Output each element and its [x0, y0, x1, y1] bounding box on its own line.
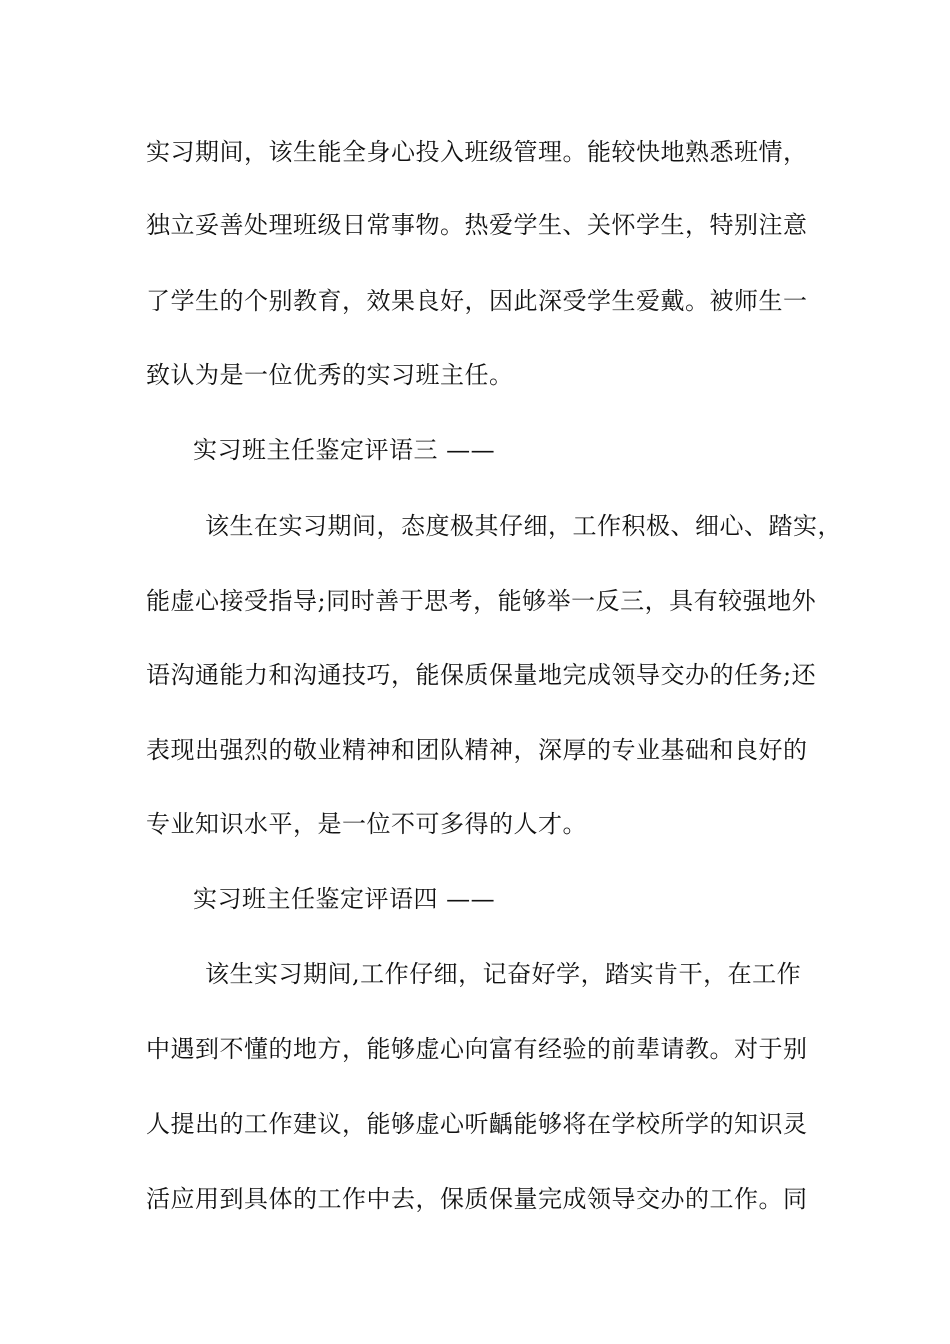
text-line: 表现出强烈的敬业精神和团队精神，深厚的专业基础和良好的	[146, 736, 808, 764]
text-line: 该生实习期间,工作仔细，记奋好学，踏实肯干，在工作	[205, 960, 802, 988]
text-line: 独立妥善处理班级日常事物。热爱学生、关怀学生，特别注意	[146, 211, 808, 239]
text-line: 了学生的个别教育，效果良好，因此深受学生爱戴。被师生一	[146, 287, 808, 315]
section-heading: 实习班主任鉴定评语三 ——	[193, 436, 496, 464]
text-line: 能虚心接受指导;同时善于思考，能够举一反三，具有较强地外	[146, 587, 817, 615]
text-line: 该生在实习期间，态度极其仔细，工作积极、细心、踏实，	[205, 512, 842, 540]
text-line: 语沟通能力和沟通技巧，能保质保量地完成领导交办的任务;还	[146, 661, 817, 689]
text-line: 实习期间，该生能全身心投入班级管理。能较快地熟悉班情，	[146, 138, 808, 166]
section-heading: 实习班主任鉴定评语四 ——	[193, 885, 496, 913]
text-line: 人提出的工作建议，能够虚心听齲能够将在学校所学的知识灵	[146, 1110, 808, 1138]
text-line: 专业知识水平，是一位不可多得的人才。	[146, 810, 587, 838]
text-line: 中遇到不懂的地方，能够虚心向富有经验的前辈请教。对于别	[146, 1035, 808, 1063]
text-line: 活应用到具体的工作中去，保质保量完成领导交办的工作。同	[146, 1185, 808, 1213]
text-line: 致认为是一位优秀的实习班主任。	[146, 361, 514, 389]
